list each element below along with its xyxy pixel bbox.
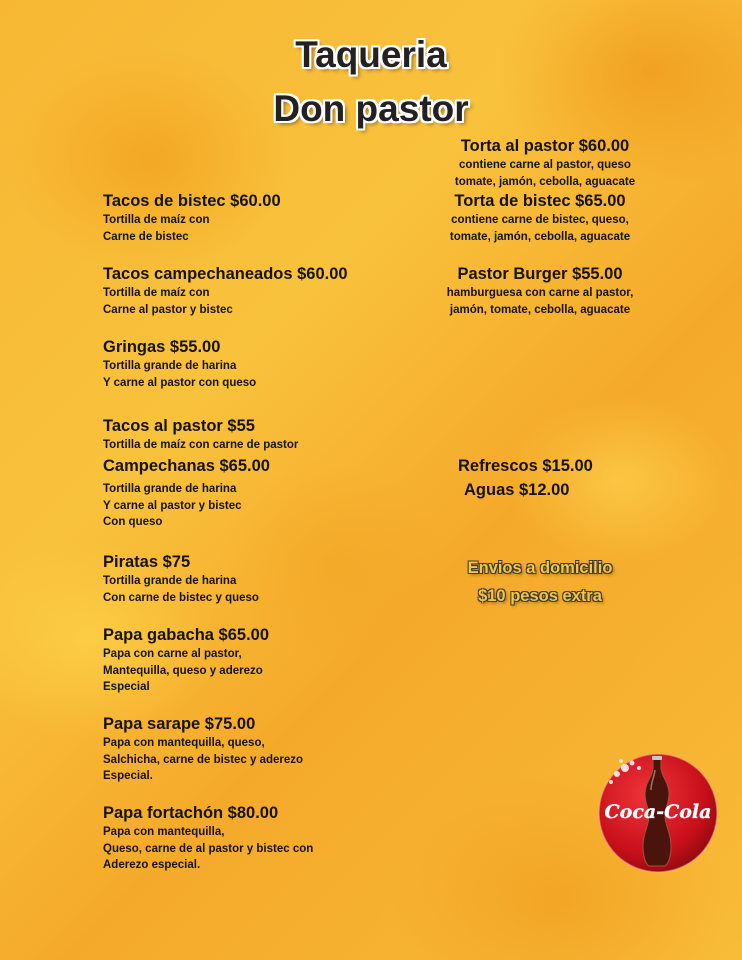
- menu-item-gringas: [103, 336, 256, 391]
- delivery-line2: $10 pesos extra: [478, 587, 602, 605]
- menu-item-papa-gabacha: [103, 624, 269, 696]
- menu-item-pastor-burger: [430, 263, 650, 318]
- item-desc-line: Salchicha, carne de bistec y aderezo: [103, 753, 304, 766]
- item-name: Papa gabacha $65.00: [103, 626, 270, 644]
- item-desc-line: tomate, jamón, cebolla, aguacate: [449, 230, 631, 243]
- item-name: Papa fortachón $80.00: [103, 804, 279, 822]
- item-desc-line: Con queso: [103, 516, 163, 528]
- menu-title-line1: Taqueria: [295, 34, 447, 75]
- menu-item-papa-sarape: [103, 713, 303, 785]
- item-desc-line: contiene carne de bistec, queso,: [451, 214, 629, 226]
- item-desc-line: Papa con mantequilla, queso,: [103, 737, 265, 749]
- item-desc-line: hamburguesa con carne al pastor,: [446, 287, 634, 299]
- item-desc-line: jamón, tomate, cebolla, aguacate: [449, 303, 631, 316]
- item-desc-line: Aderezo especial.: [103, 859, 201, 871]
- item-desc-line: Especial.: [103, 770, 153, 782]
- item-desc-line: Tortilla de maíz con: [103, 214, 210, 226]
- item-desc-line: Carne de bistec: [103, 230, 189, 243]
- item-desc-line: Mantequilla, queso y aderezo: [103, 664, 263, 677]
- item-name: Aguas $12.00: [464, 481, 570, 499]
- menu-item-tacos-campechaneados: [103, 263, 348, 318]
- item-desc-line: Y carne al pastor y bistec: [103, 499, 242, 512]
- item-desc-line: Con carne de bistec y queso: [103, 591, 259, 604]
- item-desc-line: Especial: [103, 681, 150, 693]
- item-desc-line: Tortilla grande de harina: [103, 575, 237, 587]
- item-name: Torta al pastor $60.00: [460, 137, 630, 155]
- menu-item-piratas: [103, 551, 259, 606]
- item-desc-line: Tortilla de maíz con: [103, 287, 210, 299]
- item-desc-line: tomate, jamón, cebolla, aguacate: [454, 175, 636, 188]
- coca-cola-wordmark: Coca-Cola: [604, 801, 712, 823]
- item-name: Pastor Burger $55.00: [457, 265, 623, 283]
- item-desc-line: Tortilla de maíz con carne de pastor: [103, 439, 299, 451]
- item-desc-line: Tortilla grande de harina: [103, 360, 237, 372]
- item-desc-line: Tortilla grande de harina: [103, 483, 237, 495]
- item-name: Campechanas $65.00: [103, 457, 270, 475]
- item-desc-line: Queso, carne de al pastor y bistec con: [103, 842, 314, 855]
- drink-refrescos: [458, 455, 593, 477]
- item-desc-line: Papa con mantequilla,: [103, 826, 225, 838]
- item-name: Tacos al pastor $55: [103, 417, 255, 435]
- item-name: Papa sarape $75.00: [103, 715, 256, 733]
- item-name: Torta de bistec $65.00: [454, 192, 626, 210]
- item-name: Tacos de bistec $60.00: [103, 192, 281, 210]
- drink-aguas: [464, 479, 569, 501]
- item-name: Gringas $55.00: [103, 338, 221, 356]
- item-name: Tacos campechaneados $60.00: [103, 265, 348, 283]
- item-desc-line: Papa con carne al pastor,: [103, 648, 242, 660]
- item-desc-line: Carne al pastor y bistec: [103, 303, 233, 316]
- item-desc-line: contiene carne al pastor, queso: [459, 159, 631, 171]
- coca-cola-logo: [597, 752, 719, 874]
- delivery-line1: Envios a domicilio: [467, 559, 613, 577]
- menu-item-campechanas: [103, 455, 270, 531]
- menu-item-torta-al-pastor: [440, 135, 650, 190]
- item-name: Refrescos $15.00: [458, 457, 593, 475]
- menu-title-line2: Don pastor: [273, 88, 469, 129]
- menu-item-tacos-bistec: [103, 190, 281, 245]
- item-name: Piratas $75: [103, 553, 191, 571]
- item-desc-line: Y carne al pastor con queso: [103, 376, 257, 389]
- menu-item-papa-fortachon: [103, 802, 313, 874]
- menu-item-torta-de-bistec: [435, 190, 645, 245]
- menu-item-tacos-al-pastor: [103, 415, 298, 454]
